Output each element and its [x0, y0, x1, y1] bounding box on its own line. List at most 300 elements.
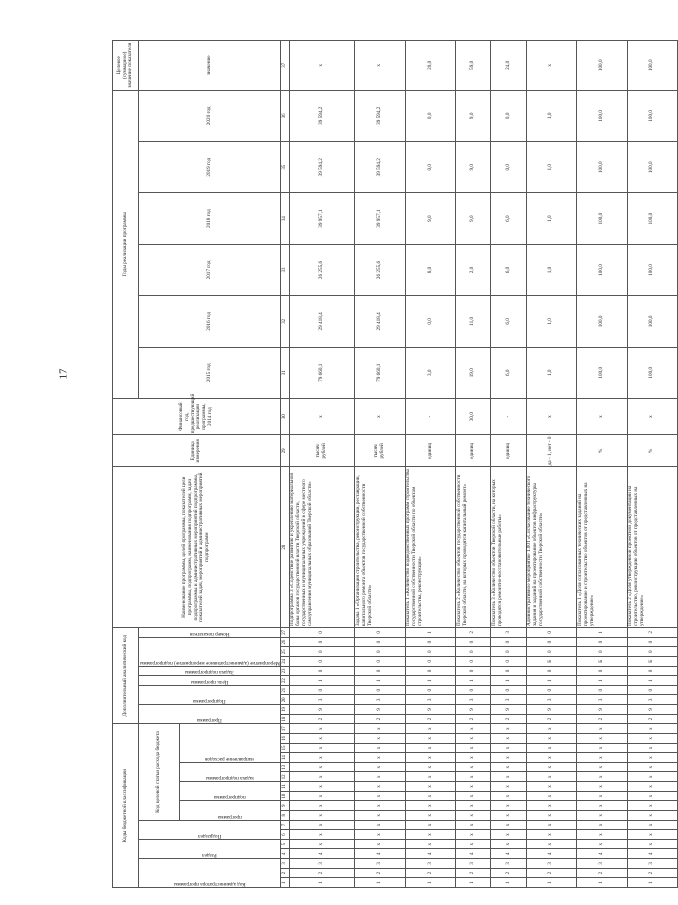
code-cell: 0: [405, 637, 455, 647]
header-subsection: Подраздел: [197, 832, 222, 839]
code-cell: х: [526, 811, 576, 821]
row-fin-year: 30,0: [456, 398, 491, 434]
code-cell: 3: [491, 859, 526, 869]
code-cell: 1: [627, 878, 677, 888]
code-cell: 1: [355, 878, 405, 888]
row-year-value: 39 594,2: [355, 90, 405, 141]
header-subprogram-task: задача подпрограммы: [205, 775, 254, 782]
row-year-value: 6,0: [491, 193, 526, 244]
row-year-value: 100,0: [627, 193, 677, 244]
code-cell: х: [491, 743, 526, 753]
row-year-value: 100,0: [577, 296, 627, 347]
code-cell: 2: [627, 868, 677, 878]
header-target-code: Код целевой статьи расхода бюджета: [139, 724, 180, 820]
header-target: Целевое (суммарное) значение показателя: [113, 41, 139, 91]
column-number: 34: [280, 193, 289, 244]
header-an-event: Мероприятие (административное мероприятие) подпрограммы: [139, 659, 280, 666]
code-cell: 0: [289, 637, 354, 647]
rotated-sheet: [112, 40, 655, 888]
code-cell: х: [405, 811, 455, 821]
code-cell: х: [491, 734, 526, 744]
code-cell: х: [405, 772, 455, 782]
row-year-value: 39 594,2: [289, 142, 354, 193]
column-number: 23: [280, 666, 289, 676]
code-cell: 3: [456, 859, 491, 869]
code-cell: 0: [491, 685, 526, 695]
code-cell: х: [456, 772, 491, 782]
column-number: 11: [280, 782, 289, 792]
header-y2016: 2016 год: [139, 296, 281, 347]
code-cell: Б: [627, 657, 677, 667]
code-cell: 3: [355, 859, 405, 869]
column-number: 16: [280, 734, 289, 744]
row-year-value: 29 418,4: [289, 296, 354, 347]
code-cell: х: [456, 724, 491, 734]
row-year-value: 9,0: [456, 142, 491, 193]
row-year-value: 1,0: [526, 142, 576, 193]
header-an-program: Программа: [197, 717, 222, 724]
code-cell: 1: [289, 878, 354, 888]
code-cell: х: [627, 734, 677, 744]
column-number: 18: [280, 714, 289, 724]
code-cell: 1: [355, 676, 405, 686]
column-number: 25: [280, 647, 289, 657]
code-cell: 0: [456, 657, 491, 667]
code-cell: х: [526, 839, 576, 849]
code-cell: х: [526, 830, 576, 840]
row-target: 59,0: [456, 41, 491, 91]
column-number: 35: [280, 142, 289, 193]
code-cell: 3: [627, 695, 677, 705]
column-number: 31: [280, 347, 289, 398]
row-fin-year: х: [289, 398, 354, 434]
code-cell: х: [456, 743, 491, 753]
row-year-value: 39 957,1: [355, 193, 405, 244]
code-cell: 0: [289, 647, 354, 657]
code-cell: 0: [577, 666, 627, 676]
code-cell: 0: [526, 628, 576, 638]
row-year-value: 26 255,6: [289, 244, 354, 295]
code-cell: х: [289, 772, 354, 782]
code-cell: х: [405, 782, 455, 792]
code-cell: х: [405, 734, 455, 744]
code-cell: х: [627, 762, 677, 772]
row-unit: %: [627, 435, 677, 467]
column-number: 26: [280, 637, 289, 647]
row-name: Задача 1 «Организация строительства, реконструкции, реставрации, капитального ремонта объектов государственной собственности Тверской области»: [355, 467, 405, 628]
code-cell: х: [526, 820, 576, 830]
column-number: 32: [280, 296, 289, 347]
column-number: 28: [280, 467, 289, 628]
table-row: [491, 41, 526, 888]
header-program: программа: [217, 813, 242, 820]
code-cell: х: [577, 811, 627, 821]
row-year-value: 0,0: [491, 142, 526, 193]
code-cell: х: [456, 839, 491, 849]
code-cell: 0: [491, 666, 526, 676]
row-year-value: 1,0: [526, 347, 576, 398]
code-cell: 2: [456, 714, 491, 724]
code-cell: х: [526, 734, 576, 744]
code-cell: х: [456, 762, 491, 772]
code-cell: х: [577, 801, 627, 811]
code-cell: 0: [456, 637, 491, 647]
row-year-value: 100,0: [577, 347, 627, 398]
code-cell: х: [577, 830, 627, 840]
row-year-value: 0,0: [405, 296, 455, 347]
code-cell: 3: [577, 695, 627, 705]
code-cell: х: [577, 820, 627, 830]
code-cell: х: [491, 782, 526, 792]
code-cell: х: [405, 820, 455, 830]
code-cell: х: [577, 782, 627, 792]
code-cell: 9: [577, 705, 627, 715]
row-fin-year: х: [526, 398, 576, 434]
code-cell: х: [355, 830, 405, 840]
row-year-value: 1,0: [526, 244, 576, 295]
code-cell: х: [526, 791, 576, 801]
code-cell: х: [577, 772, 627, 782]
code-cell: 4: [577, 849, 627, 859]
row-year-value: 100,0: [577, 142, 627, 193]
code-cell: х: [289, 839, 354, 849]
row-fin-year: х: [355, 398, 405, 434]
code-cell: х: [577, 734, 627, 744]
code-cell: 0: [405, 657, 455, 667]
code-cell: 9: [405, 705, 455, 715]
code-cell: х: [355, 811, 405, 821]
code-cell: х: [526, 762, 576, 772]
row-year-value: 100,0: [577, 90, 627, 141]
header-an-indicator-no: Номер показателя: [189, 630, 230, 637]
row-year-value: 11,0: [456, 296, 491, 347]
code-cell: 2: [355, 714, 405, 724]
row-name: Показатель 1 «Количество подведомственных программ строительства государственной собственности Тверской области по объектам строительства, реконструкции»: [405, 467, 455, 628]
table-row: [577, 41, 627, 888]
header-years: Годы реализации программы: [113, 90, 139, 398]
row-unit: единиц: [405, 435, 455, 467]
row-unit: да - 1, нет - 0: [526, 435, 576, 467]
header-unit: Единица измерения: [113, 435, 281, 467]
code-cell: 3: [355, 695, 405, 705]
code-cell: 3: [577, 859, 627, 869]
code-cell: 2: [577, 714, 627, 724]
code-cell: 2: [627, 628, 677, 638]
code-cell: 2: [526, 868, 576, 878]
code-cell: 3: [456, 695, 491, 705]
code-cell: х: [627, 801, 677, 811]
code-cell: 4: [627, 849, 677, 859]
code-cell: 4: [289, 849, 354, 859]
code-cell: 0: [355, 647, 405, 657]
code-cell: 2: [627, 714, 677, 724]
column-number: 10: [280, 791, 289, 801]
row-year-value: 79 660,1: [289, 347, 354, 398]
row-year-value: 100,0: [577, 193, 627, 244]
code-cell: 0: [577, 685, 627, 695]
row-year-value: 3,0: [405, 347, 455, 398]
row-year-value: 0,0: [405, 90, 455, 141]
header-an-goal: Цель программы: [190, 678, 229, 685]
code-cell: х: [405, 830, 455, 840]
code-cell: 1: [577, 676, 627, 686]
row-year-value: 9,0: [456, 193, 491, 244]
page-number: 17: [57, 368, 70, 380]
column-number: 19: [280, 705, 289, 715]
column-number: 17: [280, 724, 289, 734]
code-cell: 0: [405, 666, 455, 676]
table-row: [355, 41, 405, 888]
code-cell: х: [355, 762, 405, 772]
code-cell: 4: [526, 849, 576, 859]
code-cell: х: [355, 753, 405, 763]
row-name: Подпрограмма 3 «Содействие развитию и укреплению материальной базы органов государственной власти Тверской области, государственных и муниципальных учреждений в сфере местного самоуправления муниципальных образований Тверской области»: [289, 467, 354, 628]
code-cell: х: [405, 724, 455, 734]
code-cell: 2: [456, 628, 491, 638]
code-cell: 1: [577, 628, 627, 638]
code-cell: 9: [491, 705, 526, 715]
code-cell: 4: [355, 849, 405, 859]
column-number: 15: [280, 743, 289, 753]
code-cell: 4: [405, 849, 455, 859]
row-year-value: 26 255,6: [355, 244, 405, 295]
column-number: 21: [280, 685, 289, 695]
row-year-value: 39 957,1: [289, 193, 354, 244]
row-year-value: 1,0: [526, 193, 576, 244]
row-name: Показатель 1 «Доля согласованных технических заданий на проектирование и строительство объектов от представленных на утверждение»: [577, 467, 627, 628]
code-cell: х: [491, 801, 526, 811]
code-cell: х: [289, 811, 354, 821]
code-cell: х: [355, 782, 405, 792]
column-number: 1: [280, 878, 289, 888]
code-cell: х: [289, 830, 354, 840]
code-cell: х: [491, 811, 526, 821]
code-cell: 0: [355, 637, 405, 647]
code-cell: 3: [289, 859, 354, 869]
code-cell: 3: [491, 628, 526, 638]
code-cell: х: [577, 753, 627, 763]
code-cell: х: [355, 820, 405, 830]
row-year-value: 100,0: [627, 347, 677, 398]
code-cell: 1: [526, 676, 576, 686]
row-year-value: 6,0: [491, 244, 526, 295]
code-cell: х: [405, 791, 455, 801]
code-cell: 0: [456, 685, 491, 695]
code-cell: х: [355, 772, 405, 782]
row-unit: единиц: [491, 435, 526, 467]
code-cell: х: [627, 830, 677, 840]
row-year-value: 6,0: [491, 347, 526, 398]
code-cell: х: [456, 811, 491, 821]
code-cell: 0: [577, 647, 627, 657]
row-unit: %: [577, 435, 627, 467]
code-cell: х: [577, 762, 627, 772]
column-number: 33: [280, 244, 289, 295]
row-fin-year: -: [491, 398, 526, 434]
code-cell: х: [627, 753, 677, 763]
code-cell: х: [456, 734, 491, 744]
table-row: [526, 41, 576, 888]
code-cell: х: [289, 782, 354, 792]
code-cell: 3: [526, 695, 576, 705]
header-y2015: 2015 год: [139, 347, 281, 398]
code-cell: 1: [577, 878, 627, 888]
code-cell: Б: [526, 657, 576, 667]
row-year-value: 100,0: [577, 244, 627, 295]
program-table: [112, 40, 678, 888]
code-cell: 1: [405, 878, 455, 888]
column-number-row: [280, 41, 289, 888]
row-unit: единиц: [456, 435, 491, 467]
column-number: 4: [280, 849, 289, 859]
code-cell: х: [627, 839, 677, 849]
code-cell: 1: [289, 676, 354, 686]
code-cell: х: [491, 820, 526, 830]
code-cell: 1: [405, 628, 455, 638]
code-cell: 1: [627, 676, 677, 686]
row-fin-year: -: [405, 398, 455, 434]
row-year-value: 0,0: [405, 142, 455, 193]
row-target: 100,0: [577, 41, 627, 91]
code-cell: х: [405, 801, 455, 811]
code-cell: 0: [355, 685, 405, 695]
code-cell: 0: [289, 666, 354, 676]
code-cell: х: [355, 743, 405, 753]
code-cell: х: [405, 762, 455, 772]
row-year-value: 29 418,4: [355, 296, 405, 347]
table-row: [627, 41, 677, 888]
header-an-task: Задача подпрограммы: [185, 669, 234, 676]
row-unit: тысяч рублей: [355, 435, 405, 467]
row-year-value: 9,0: [456, 90, 491, 141]
column-number: 36: [280, 90, 289, 141]
code-cell: х: [289, 743, 354, 753]
row-target: х: [355, 41, 405, 91]
code-cell: 4: [456, 849, 491, 859]
code-cell: 2: [405, 868, 455, 878]
column-number: 22: [280, 676, 289, 686]
code-cell: 9: [627, 705, 677, 715]
code-cell: х: [491, 753, 526, 763]
column-number: 9: [280, 801, 289, 811]
code-cell: 0: [627, 666, 677, 676]
header-fin-year: Финансовый год, предшествующий реализации программы, 2014 год: [113, 398, 281, 434]
code-cell: 3: [627, 859, 677, 869]
code-cell: х: [456, 830, 491, 840]
code-cell: 1: [456, 676, 491, 686]
header-y2017: 2017 год: [139, 244, 281, 295]
table-row: [289, 41, 354, 888]
code-cell: х: [627, 724, 677, 734]
column-number: 20: [280, 695, 289, 705]
code-cell: х: [289, 734, 354, 744]
code-cell: х: [456, 801, 491, 811]
code-cell: Б: [577, 657, 627, 667]
column-number: 27: [280, 628, 289, 638]
header-analytic-code: Дополнительный аналитический код: [113, 628, 139, 724]
code-cell: х: [577, 791, 627, 801]
code-cell: х: [627, 782, 677, 792]
column-number: 29: [280, 435, 289, 467]
code-cell: х: [526, 724, 576, 734]
header-admin-code: Код администратора программы: [173, 881, 246, 887]
code-cell: 2: [355, 868, 405, 878]
code-cell: х: [355, 724, 405, 734]
row-name: Показатель 2 «Количество объектов государственной собственности Тверской области, на которых проводятся капитальный ремонт»: [456, 467, 491, 628]
code-cell: 3: [526, 859, 576, 869]
column-number: 6: [280, 830, 289, 840]
code-cell: 2: [456, 868, 491, 878]
code-cell: х: [491, 839, 526, 849]
code-cell: х: [289, 820, 354, 830]
code-cell: х: [526, 772, 576, 782]
row-fin-year: х: [577, 398, 627, 434]
row-name: Административное мероприятие 1.001 «Согласование технического задания и заданий на проектирование объектов инфраструктуры государственной собственности Тверской области»: [526, 467, 576, 628]
header-name: Наименование программы, целей программы, показателей цели программы, подпрограмм, наименования подпрограмм, задач подпрограммы и административных мероприятий подпрограммы, показателей задач, мероприятий и административных мероприятий подпрограмм: [113, 467, 281, 628]
code-cell: 2: [577, 868, 627, 878]
row-target: 24,0: [491, 41, 526, 91]
code-cell: х: [355, 791, 405, 801]
code-cell: х: [526, 801, 576, 811]
code-cell: х: [289, 724, 354, 734]
row-name: Показатель 2 «Доля утвержденной проектной документации на строительство, реконструкцию объектов от представленных на утверждение»: [627, 467, 677, 628]
row-year-value: 100,0: [627, 90, 677, 141]
header-y2018: 2018 год: [139, 193, 281, 244]
code-cell: 1: [456, 878, 491, 888]
code-cell: х: [289, 762, 354, 772]
code-cell: 1: [405, 676, 455, 686]
code-cell: 0: [456, 647, 491, 657]
code-cell: 2: [491, 714, 526, 724]
code-cell: 2: [405, 714, 455, 724]
code-cell: 0: [491, 637, 526, 647]
code-cell: х: [627, 772, 677, 782]
row-year-value: 0,0: [491, 90, 526, 141]
row-year-value: 8,0: [405, 244, 455, 295]
header-y2019: 2019 год: [139, 142, 281, 193]
code-cell: х: [577, 724, 627, 734]
code-cell: х: [577, 839, 627, 849]
code-cell: х: [355, 801, 405, 811]
column-number: 37: [280, 41, 289, 91]
row-target: х: [289, 41, 354, 91]
row-target: х: [526, 41, 576, 91]
code-cell: 0: [491, 657, 526, 667]
code-cell: х: [491, 772, 526, 782]
row-year-value: 1,0: [526, 296, 576, 347]
code-cell: 0: [289, 685, 354, 695]
row-year-value: 9,0: [405, 193, 455, 244]
code-cell: 1: [526, 878, 576, 888]
header-expense-direction: направление расходов: [205, 755, 255, 762]
column-number: 8: [280, 811, 289, 821]
code-cell: х: [355, 734, 405, 744]
column-number: 24: [280, 657, 289, 667]
code-cell: 0: [526, 637, 576, 647]
row-unit: тысяч рублей: [289, 435, 354, 467]
code-cell: 0: [526, 666, 576, 676]
row-year-value: 1,0: [526, 90, 576, 141]
code-cell: 9: [456, 705, 491, 715]
code-cell: 9: [289, 705, 354, 715]
code-cell: 0: [355, 628, 405, 638]
code-cell: 0: [577, 637, 627, 647]
code-cell: 0: [405, 685, 455, 695]
code-cell: 0: [456, 666, 491, 676]
row-fin-year: х: [627, 398, 677, 434]
table-row: [405, 41, 455, 888]
code-cell: х: [405, 839, 455, 849]
